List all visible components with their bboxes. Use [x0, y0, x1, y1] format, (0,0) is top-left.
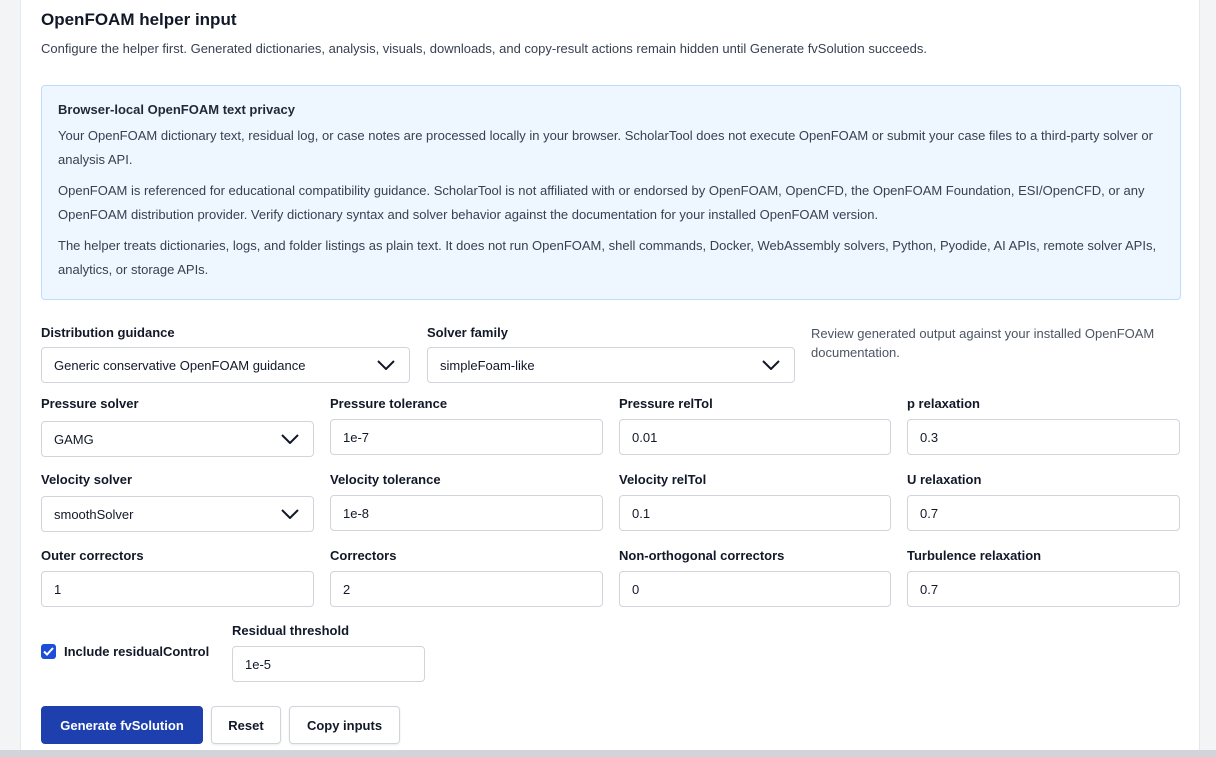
- checkmark-icon: [43, 647, 54, 656]
- non-orthogonal-correctors-label: Non-orthogonal correctors: [619, 548, 785, 563]
- u-relaxation-input[interactable]: 0.7: [907, 495, 1180, 531]
- distribution-label: Distribution guidance: [41, 325, 175, 340]
- residual-control-checkbox[interactable]: [41, 644, 56, 659]
- solver-family-value: simpleFoam-like: [440, 357, 535, 373]
- privacy-notice: [41, 85, 1181, 300]
- velocity-solver-label: Velocity solver: [41, 472, 133, 487]
- pressure-solver-label: Pressure solver: [41, 396, 139, 411]
- privacy-paragraph-plain-text: The helper treats dictionaries, logs, and folder listings as plain text. It does not run OpenFOAM, shell commands, Docker, WebAssembly solvers, Python, Pyodide, AI APIs, remote solver APIs, analytics, or storage APIs.: [58, 238, 1157, 277]
- velocity-tolerance-label: Velocity tolerance: [330, 472, 441, 487]
- residual-threshold-label: Residual threshold: [232, 623, 350, 638]
- helper-card: [20, 0, 1200, 757]
- distribution-value: Generic conservative OpenFOAM guidance: [54, 357, 306, 373]
- chevron-down-icon: [279, 503, 301, 525]
- velocity-solver-value: smoothSolver: [54, 506, 134, 522]
- chevron-down-icon: [375, 354, 397, 376]
- generate-fvsolution-button[interactable]: Generate fvSolution: [41, 706, 203, 744]
- privacy-paragraph-local: Your OpenFOAM dictionary text, residual log, or case notes are processed locally in your browser. ScholarTool does not execute OpenFOAM or submit your case files to a third-party solver or analysis API.: [58, 128, 1153, 167]
- pressure-solver-select[interactable]: [41, 421, 314, 457]
- page-title: OpenFOAM helper input: [41, 10, 237, 29]
- pressure-reltol-label: Pressure relTol: [619, 396, 713, 411]
- correctors-label: Correctors: [330, 548, 397, 563]
- horizontal-scrollbar[interactable]: [0, 750, 1216, 757]
- page-subtitle: Configure the helper first. Generated dictionaries, analysis, visuals, downloads, and copy-result actions remain hidden until Generate fvSolution succeeds.: [41, 41, 927, 56]
- outer-correctors-label: Outer correctors: [41, 548, 144, 563]
- outer-correctors-input[interactable]: 1: [41, 571, 314, 607]
- residual-control-toggle[interactable]: [41, 644, 209, 659]
- residual-control-label: Include residualControl: [64, 644, 210, 659]
- documentation-hint: Review generated output against your installed OpenFOAM documentation.: [811, 326, 1155, 360]
- non-orthogonal-correctors-input[interactable]: 0: [619, 571, 891, 607]
- solver-family-label: Solver family: [427, 325, 508, 340]
- p-relaxation-label: p relaxation: [907, 396, 980, 411]
- residual-threshold-input[interactable]: 1e-5: [232, 646, 425, 682]
- privacy-paragraph-affiliation: OpenFOAM is referenced for educational compatibility guidance. ScholarTool is not affiliated with or endorsed by OpenFOAM, OpenCFD, the OpenFOAM Foundation, ESI/OpenCFD, or any OpenFOAM distribution provider. Verify dictionary syntax and solver behavior against the documentation for your installed OpenFOAM version.: [58, 183, 1145, 222]
- pressure-solver-value: GAMG: [54, 431, 94, 447]
- chevron-down-icon: [760, 354, 782, 376]
- velocity-tolerance-input[interactable]: 1e-8: [330, 495, 603, 531]
- turbulence-relaxation-label: Turbulence relaxation: [907, 548, 1042, 563]
- velocity-solver-select[interactable]: [41, 496, 314, 532]
- turbulence-relaxation-input[interactable]: 0.7: [907, 571, 1180, 607]
- velocity-reltol-input[interactable]: 0.1: [619, 495, 891, 531]
- p-relaxation-input[interactable]: 0.3: [907, 419, 1180, 455]
- velocity-reltol-label: Velocity relTol: [619, 472, 707, 487]
- pressure-tolerance-label: Pressure tolerance: [330, 396, 448, 411]
- reset-button[interactable]: Reset: [211, 706, 281, 744]
- chevron-down-icon: [279, 428, 301, 450]
- privacy-heading: Browser-local OpenFOAM text privacy: [58, 102, 295, 117]
- pressure-reltol-input[interactable]: 0.01: [619, 419, 891, 455]
- solver-family-select[interactable]: [427, 347, 795, 383]
- copy-inputs-button[interactable]: Copy inputs: [289, 706, 400, 744]
- pressure-tolerance-input[interactable]: 1e-7: [330, 419, 603, 455]
- u-relaxation-label: U relaxation: [907, 472, 982, 487]
- correctors-input[interactable]: 2: [330, 571, 603, 607]
- distribution-select[interactable]: [41, 347, 410, 383]
